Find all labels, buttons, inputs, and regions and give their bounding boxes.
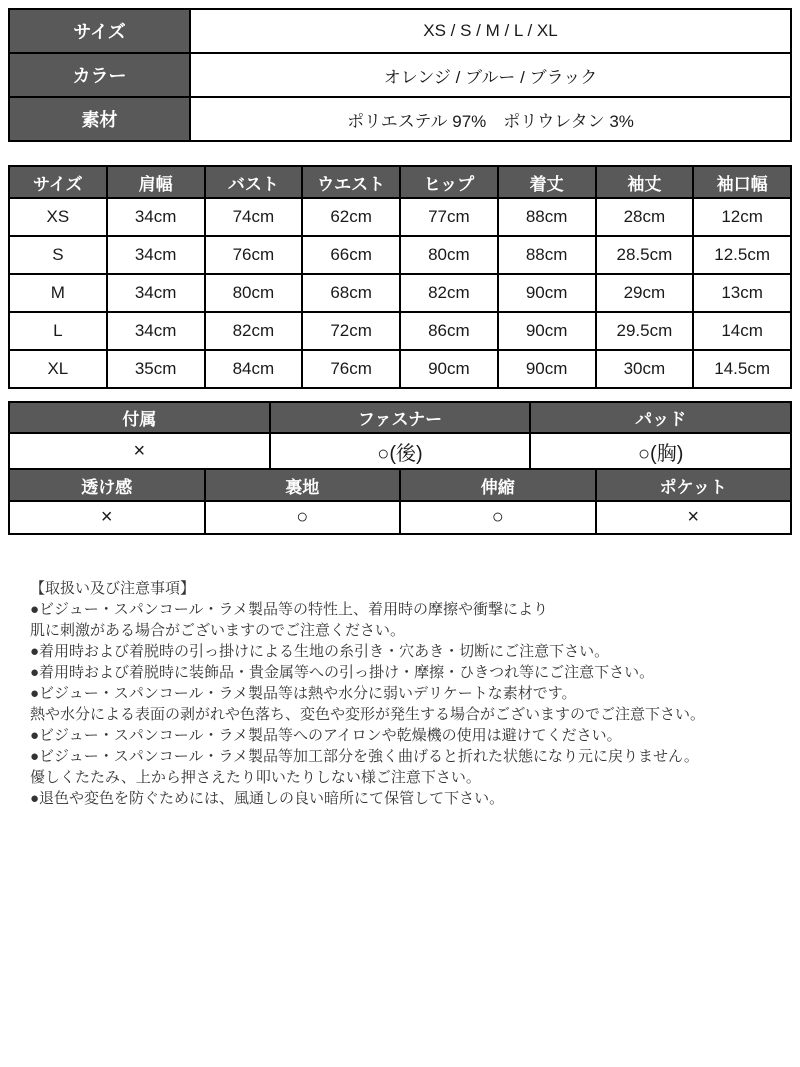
- care-note-line: ●ビジュー・スパンコール・ラメ製品等加工部分を強く曲げると折れた状態になり元に戻りません。: [30, 748, 699, 765]
- size-chart-header-cell: バスト: [205, 166, 303, 198]
- size-cell: 77cm: [400, 198, 498, 236]
- info-value-color: オレンジ / ブルー / ブラック: [190, 53, 791, 97]
- size-cell: 84cm: [205, 350, 303, 388]
- size-cell: 28.5cm: [596, 236, 694, 274]
- feature-header-sheerness: 透け感: [9, 469, 205, 501]
- size-cell: 29.5cm: [596, 312, 694, 350]
- size-cell: 62cm: [302, 198, 400, 236]
- care-note-line: 優しくたたみ、上から押さえたり叩いたりしない様ご注意下さい。: [30, 769, 481, 786]
- info-label-size: サイズ: [9, 9, 190, 53]
- size-cell: 90cm: [498, 274, 596, 312]
- feature-value-stretch: ○: [400, 501, 596, 534]
- feature-header-accessory: 付属: [9, 402, 270, 433]
- care-note-line: 肌に刺激がある場合がございますのでご注意ください。: [30, 622, 406, 639]
- size-cell: 90cm: [400, 350, 498, 388]
- features-header-row: [9, 402, 791, 433]
- care-note-line: ●ビジュー・スパンコール・ラメ製品等へのアイロンや乾燥機の使用は避けてください。: [30, 727, 622, 744]
- size-label: L: [9, 312, 107, 350]
- size-chart-table: [8, 165, 792, 389]
- size-row-l: [9, 312, 791, 350]
- features-table-1: [8, 401, 792, 470]
- feature-value-lining: ○: [205, 501, 401, 534]
- size-label: XL: [9, 350, 107, 388]
- care-note-line: ●ビジュー・スパンコール・ラメ製品等は熱や水分に弱いデリケートな素材です。: [30, 685, 577, 702]
- feature-header-lining: 裏地: [205, 469, 401, 501]
- care-note-line: ●ビジュー・スパンコール・ラメ製品等の特性上、着用時の摩擦や衝撃により: [30, 601, 549, 618]
- care-note-line: ●着用時および着脱時に装飾品・貴金属等への引っ掛け・摩擦・ひきつれ等にご注意下さい。: [30, 664, 655, 681]
- size-cell: 68cm: [302, 274, 400, 312]
- feature-value-fastener: ○(後): [270, 433, 531, 469]
- info-label-color: カラー: [9, 53, 190, 97]
- features-header-row: [9, 469, 791, 501]
- size-cell: 29cm: [596, 274, 694, 312]
- size-label: M: [9, 274, 107, 312]
- size-cell: 13cm: [693, 274, 791, 312]
- care-note-line: ●着用時および着脱時の引っ掛けによる生地の糸引き・穴あき・切断にご注意下さい。: [30, 643, 610, 660]
- size-cell: 30cm: [596, 350, 694, 388]
- care-notes-title: 【取扱い及び注意事項】: [30, 580, 196, 597]
- size-cell: 34cm: [107, 274, 205, 312]
- size-cell: 34cm: [107, 236, 205, 274]
- care-notes: [8, 578, 792, 809]
- size-cell: 86cm: [400, 312, 498, 350]
- size-cell: 90cm: [498, 312, 596, 350]
- size-cell: 14cm: [693, 312, 791, 350]
- size-cell: 14.5cm: [693, 350, 791, 388]
- size-cell: 80cm: [400, 236, 498, 274]
- features-value-row: [9, 433, 791, 469]
- size-label: S: [9, 236, 107, 274]
- size-row-xl: [9, 350, 791, 388]
- care-note-line: 熱や水分による表面の剥がれや色落ち、変色や変形が発生する場合がございますのでご注意下さい。: [30, 706, 706, 723]
- size-cell: 34cm: [107, 198, 205, 236]
- size-cell: 72cm: [302, 312, 400, 350]
- product-info-table: [8, 8, 792, 142]
- feature-header-pad: パッド: [530, 402, 791, 433]
- size-cell: 35cm: [107, 350, 205, 388]
- size-cell: 88cm: [498, 198, 596, 236]
- feature-header-stretch: 伸縮: [400, 469, 596, 501]
- size-chart-header-row: [9, 166, 791, 198]
- size-cell: 12cm: [693, 198, 791, 236]
- size-cell: 80cm: [205, 274, 303, 312]
- size-cell: 76cm: [205, 236, 303, 274]
- table-row: [9, 97, 791, 141]
- table-row: [9, 9, 791, 53]
- table-row: [9, 53, 791, 97]
- size-cell: 66cm: [302, 236, 400, 274]
- size-chart-header-cell: ウエスト: [302, 166, 400, 198]
- features-value-row: [9, 501, 791, 534]
- size-cell: 28cm: [596, 198, 694, 236]
- feature-header-pocket: ポケット: [596, 469, 792, 501]
- info-label-material: 素材: [9, 97, 190, 141]
- size-cell: 90cm: [498, 350, 596, 388]
- size-chart-header-cell: 袖丈: [596, 166, 694, 198]
- size-cell: 34cm: [107, 312, 205, 350]
- feature-value-pad: ○(胸): [530, 433, 791, 469]
- info-value-material: ポリエステル 97% ポリウレタン 3%: [190, 97, 791, 141]
- size-cell: 74cm: [205, 198, 303, 236]
- size-cell: 88cm: [498, 236, 596, 274]
- feature-value-sheerness: ×: [9, 501, 205, 534]
- size-chart-header-cell: 肩幅: [107, 166, 205, 198]
- size-cell: 12.5cm: [693, 236, 791, 274]
- feature-header-fastener: ファスナー: [270, 402, 531, 433]
- size-chart-header-cell: サイズ: [9, 166, 107, 198]
- features-table-2: [8, 468, 792, 535]
- care-note-line: ●退色や変色を防ぐためには、風通しの良い暗所にて保管して下さい。: [30, 790, 505, 807]
- size-chart-header-cell: 袖口幅: [693, 166, 791, 198]
- size-row-m: [9, 274, 791, 312]
- size-chart-header-cell: ヒップ: [400, 166, 498, 198]
- size-chart-header-cell: 着丈: [498, 166, 596, 198]
- size-cell: 82cm: [400, 274, 498, 312]
- size-label: XS: [9, 198, 107, 236]
- size-cell: 76cm: [302, 350, 400, 388]
- feature-value-pocket: ×: [596, 501, 792, 534]
- info-value-size: XS / S / M / L / XL: [190, 9, 791, 53]
- size-row-s: [9, 236, 791, 274]
- size-row-xs: [9, 198, 791, 236]
- size-cell: 82cm: [205, 312, 303, 350]
- feature-value-accessory: ×: [9, 433, 270, 469]
